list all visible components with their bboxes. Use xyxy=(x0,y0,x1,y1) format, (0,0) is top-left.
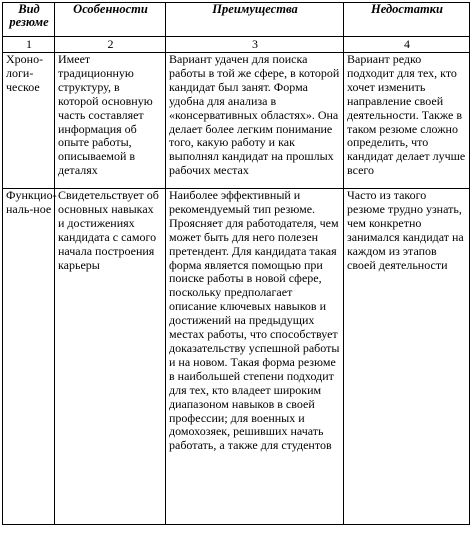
advantages-text: Вариант удачен для поиска работы в той же сфере, в которой кандидат был занят. Форма удобна для анализа в «консервативных областях». Она делает более легким понимание того, какую работу и как выполнял кандидат на прошлых рабочих местах xyxy=(169,52,340,178)
resume-types-table xyxy=(2,2,470,525)
table-header-row xyxy=(3,3,470,37)
disadvantages-cell xyxy=(344,189,470,525)
advantages-cell xyxy=(166,189,344,525)
advantages-cell xyxy=(166,53,344,189)
disadvantages-text: Вариант редко подходит для тех, кто хочет изменить направление своей деятельности. Также в таком резюме сложно определить, что кандидат делает лучше всего xyxy=(347,52,466,178)
resume-type-cell xyxy=(3,189,55,525)
header-cell-type: Вид резюме xyxy=(3,3,55,37)
advantages-text: Наиболее эффективный и рекомендуемый тип резюме. Проясняет для работодателя, чем может быть для него полезен претендент. Для кандидата такая форма является помощью при поиске работы в новой сфере, поскольку предполагает описание ключевых навыков и достижений на предыдущих местах работы, что способствует доказательству успешной работы и на новом. Такая форма резюме в наибольшей степени подходит для тех, кто владеет широким диапазоном навыков в своей профессии; для военных и домохозяек, решивших начать работать, а также для студентов xyxy=(169,188,340,453)
column-number: 2 xyxy=(55,37,166,53)
resume-type-text: Хроно-логи-ческое xyxy=(6,52,44,94)
resume-type-cell xyxy=(3,53,55,189)
table-row xyxy=(3,189,470,525)
table-row xyxy=(3,53,470,189)
column-number-row xyxy=(3,37,470,53)
header-cell-disadvantages: Недостатки xyxy=(344,3,470,37)
features-cell xyxy=(55,53,166,189)
features-text: Свидетельствует об основных навыках и достижениях кандидата с самого начала построения карьеры xyxy=(58,188,159,272)
column-number: 3 xyxy=(166,37,344,53)
column-number: 1 xyxy=(3,37,55,53)
resume-type-text: Функцио-наль-ное xyxy=(6,188,57,216)
column-number: 4 xyxy=(344,37,470,53)
disadvantages-text: Часто из такого резюме трудно узнать, чем конкретно занимался кандидат на каждом из этапов своей деятельности xyxy=(347,188,464,272)
document-page xyxy=(2,2,470,525)
header-cell-advantages: Преимущества xyxy=(166,3,344,37)
features-cell xyxy=(55,189,166,525)
features-text: Имеет традиционную структуру, в которой основную часть составляет информация об опыте работы, описываемой в деталях xyxy=(58,52,153,178)
header-cell-features: Особенности xyxy=(55,3,166,37)
disadvantages-cell xyxy=(344,53,470,189)
